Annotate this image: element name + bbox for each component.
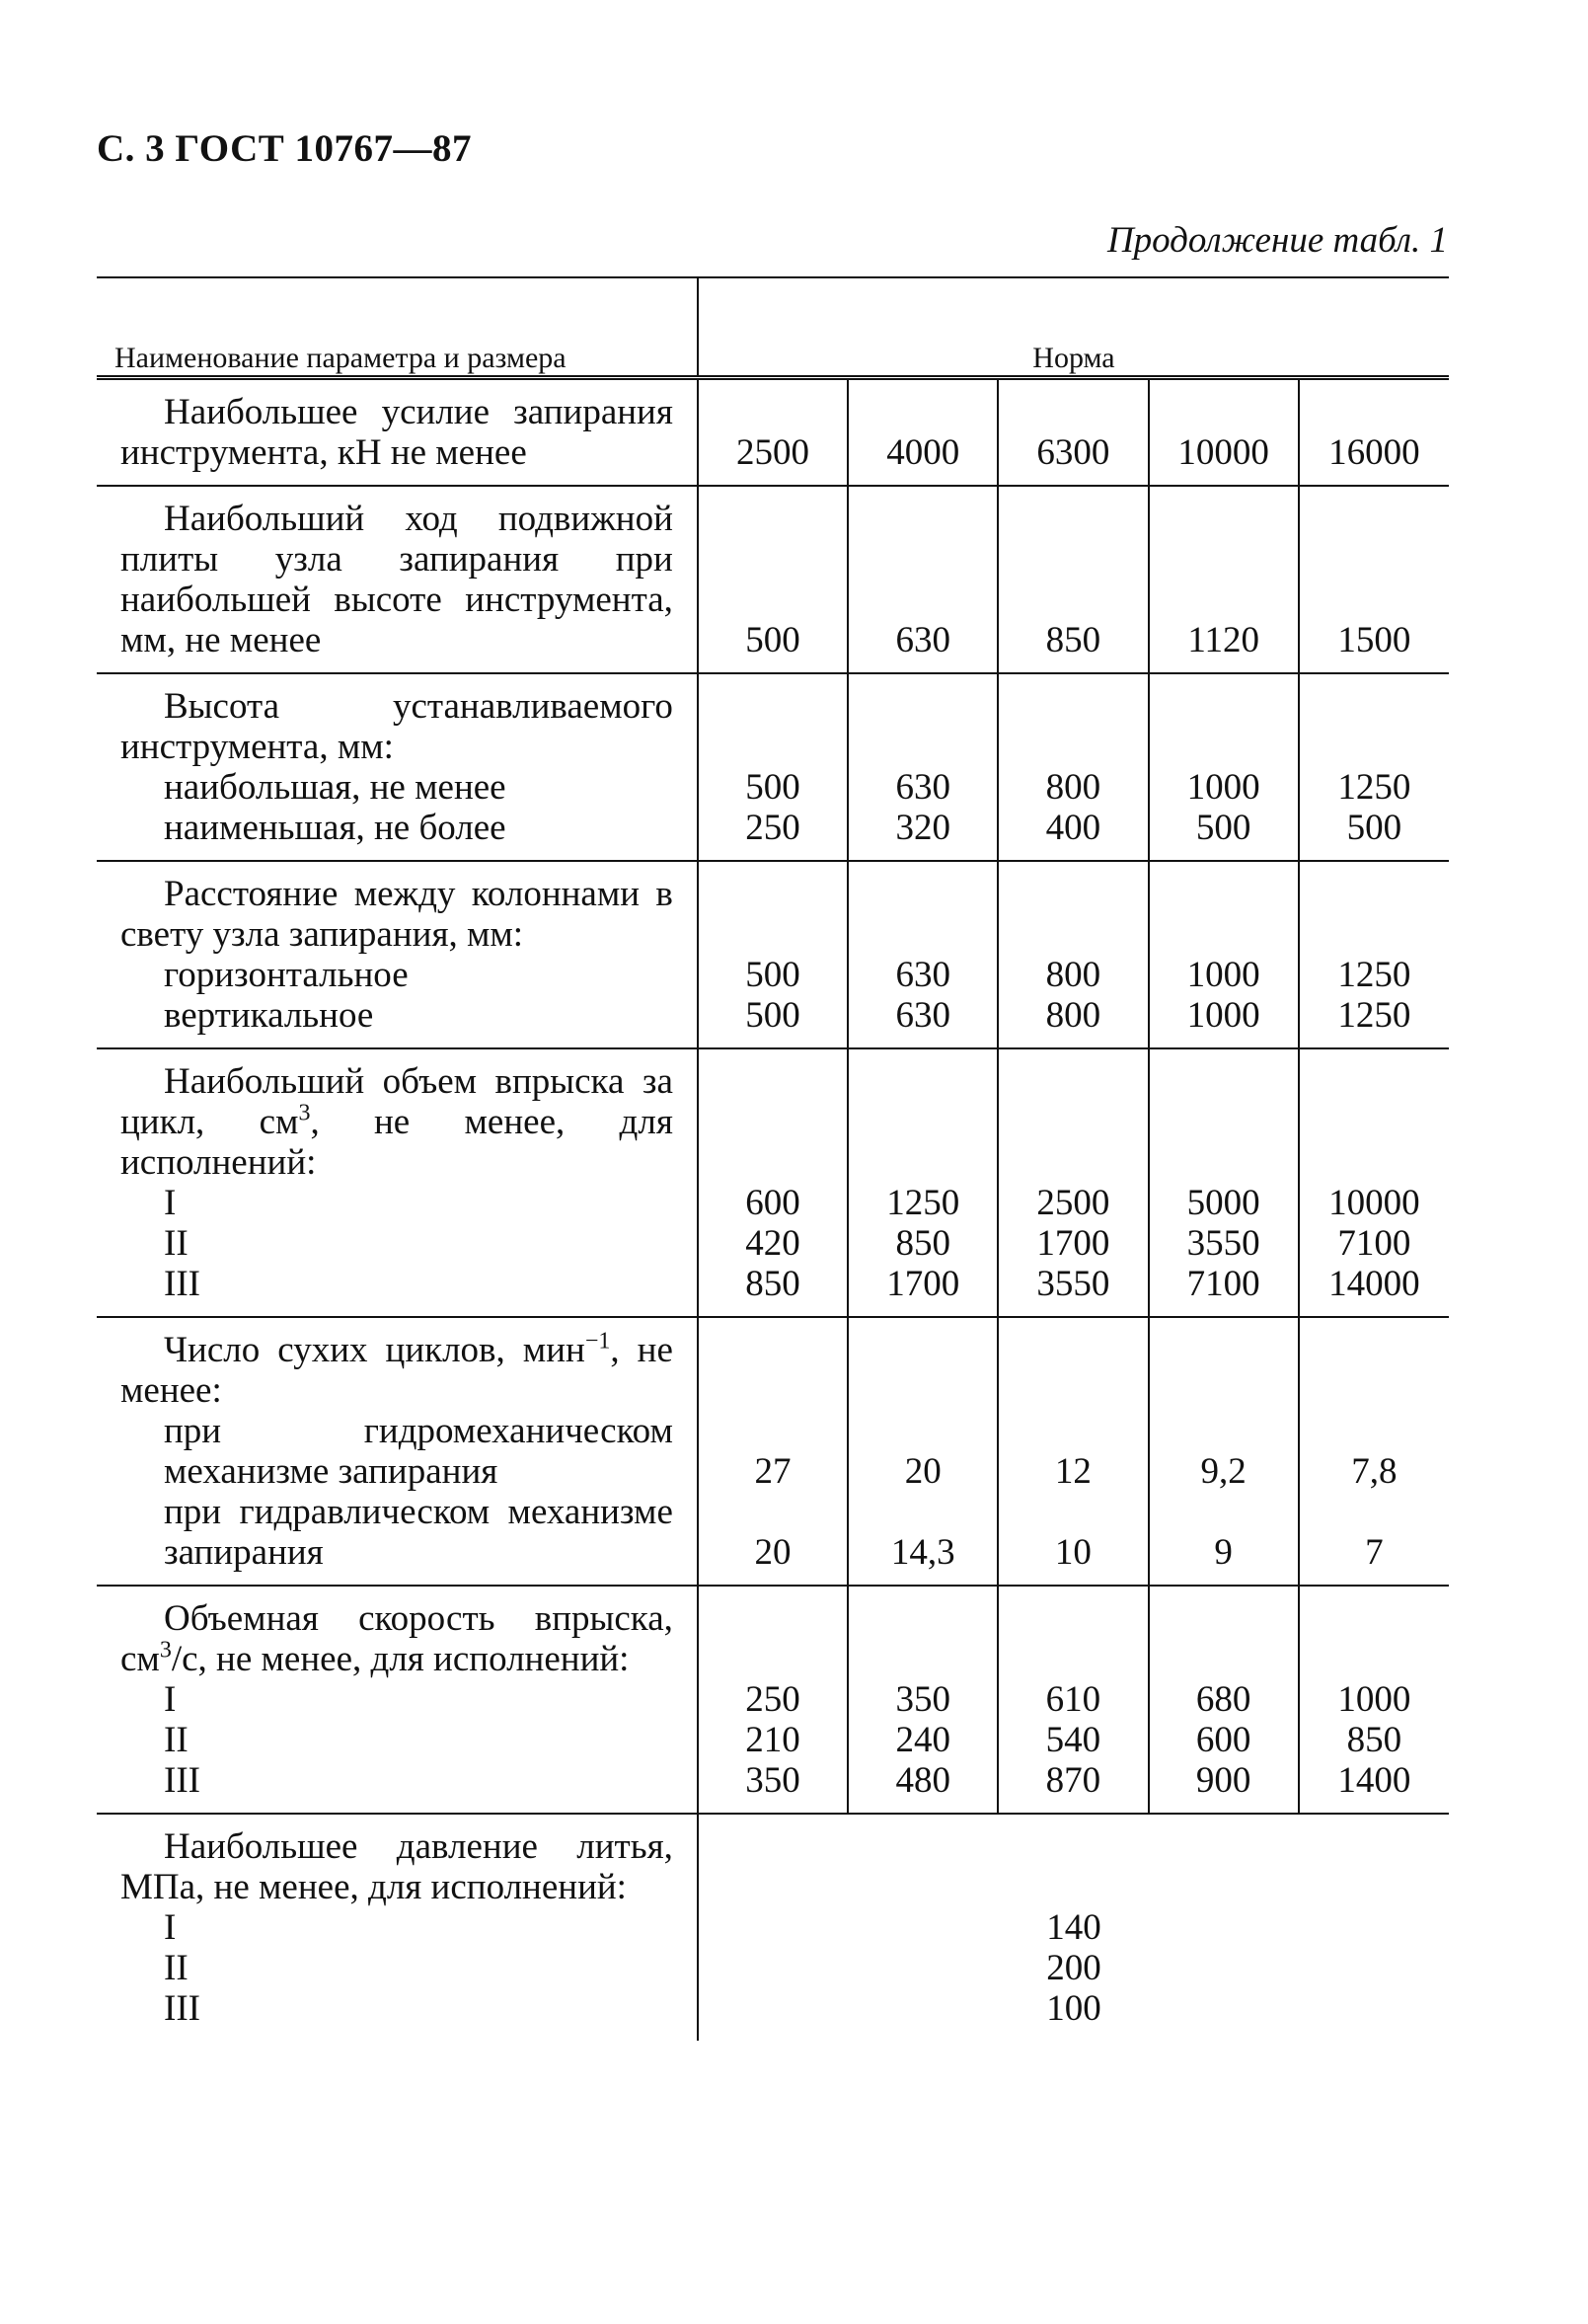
value-cell: 7 xyxy=(1299,1492,1449,1586)
value-cell: 500 500 xyxy=(698,861,848,1048)
page-title: С. 3 ГОСТ 10767—87 xyxy=(97,127,472,170)
parameter-name: Наибольшее усилие запирания инструмента, кН не менее xyxy=(97,378,698,487)
table-row xyxy=(97,1814,1449,2041)
value-cell: 500 xyxy=(698,486,848,673)
value-cell: 16000 xyxy=(1299,378,1449,487)
parameter-name: Высота устанавливаемого инструмента, мм: наибольшая, не менее наименьшая, не более xyxy=(97,673,698,861)
value-cell: 610 540 870 xyxy=(998,1586,1148,1814)
table-row xyxy=(97,1492,1449,1586)
value-cell: 250 210 350 xyxy=(698,1586,848,1814)
table-row xyxy=(97,378,1449,487)
value-cell: 630 630 xyxy=(848,861,998,1048)
value-cell: 20 xyxy=(848,1317,998,1492)
value-cell: 5000 3550 7100 xyxy=(1149,1048,1299,1317)
table-row xyxy=(97,673,1449,861)
value-cell: 27 xyxy=(698,1317,848,1492)
table-row xyxy=(97,861,1449,1048)
column-header-parameter: Наименование параметра и размера xyxy=(97,277,698,378)
value-cell: 10000 7100 14000 xyxy=(1299,1048,1449,1317)
value-cell: 2500 1700 3550 xyxy=(998,1048,1148,1317)
value-cell: 7,8 xyxy=(1351,1451,1398,1492)
value-cell: 630 320 xyxy=(848,673,998,861)
parameter-name: Наибольшее давление литья, МПа, не менее, для исполнений: I II III xyxy=(97,1814,698,2041)
value-cell: 680 600 900 xyxy=(1149,1586,1299,1814)
value-cell: 630 xyxy=(848,486,998,673)
column-header-norm: Норма xyxy=(698,277,1449,378)
parameter-name: Число сухих циклов, мин$^{-1}$, не менее: при гидромеханическом механизме запирания xyxy=(97,1317,698,1492)
value-cell: 1000 850 1400 xyxy=(1299,1586,1449,1814)
value-cell: 500 250 xyxy=(698,673,848,861)
value-cell: 600 420 850 xyxy=(698,1048,848,1317)
parameter-name: Объемная скорость впрыска, $см^3/с$, не менее, для исполнений: I II III xyxy=(97,1586,698,1814)
parameter-name: при гидравлическом механизме запирания xyxy=(97,1492,698,1586)
value-cell: 12 xyxy=(998,1317,1148,1492)
value-cell: 850 xyxy=(998,486,1148,673)
table-row xyxy=(97,1586,1449,1814)
value-cell: 1500 xyxy=(1299,486,1449,673)
value-cell: 1250 850 1700 xyxy=(848,1048,998,1317)
table-header-row xyxy=(97,277,1449,378)
table-continuation-label: Продолжение табл. 1 xyxy=(1106,220,1448,261)
table-row xyxy=(97,1048,1449,1317)
value-cell: 14,3 xyxy=(848,1492,998,1586)
value-cell: 4000 xyxy=(848,378,998,487)
value-cell: 140 200 100 xyxy=(1046,1907,1101,2029)
value-cell: 10000 xyxy=(1149,378,1299,487)
table-row xyxy=(97,486,1449,673)
value-cell: 1120 xyxy=(1149,486,1299,673)
parameters-table xyxy=(97,276,1449,2041)
value-cell: 800 400 xyxy=(998,673,1148,861)
value-cell: 800 800 xyxy=(998,861,1148,1048)
parameter-name: Наибольший ход подвижной плиты узла запирания при наибольшей высоте инструмента, мм, не менее xyxy=(97,486,698,673)
value-cell: 9 xyxy=(1149,1492,1299,1586)
value-cell: 1250 500 xyxy=(1299,673,1449,861)
value-cell: 1000 1000 xyxy=(1149,861,1299,1048)
value-cell: 9,2 xyxy=(1149,1317,1299,1492)
parameter-name: Наибольший объем впрыска за цикл, $см^3$, не менее, для исполнений: I II III xyxy=(97,1048,698,1317)
value-cell: 1250 1250 xyxy=(1299,861,1449,1048)
value-cell: 10 xyxy=(998,1492,1148,1586)
value-cell: 20 xyxy=(698,1492,848,1586)
parameter-name: Расстояние между колоннами в свету узла запирания, мм: горизонтальное вертикальное xyxy=(97,861,698,1048)
value-cell: 2500 xyxy=(698,378,848,487)
table-row xyxy=(97,1317,1449,1492)
value-cell: 350 240 480 xyxy=(848,1586,998,1814)
value-cell: 1000 500 xyxy=(1149,673,1299,861)
value-cell: 6300 xyxy=(998,378,1148,487)
